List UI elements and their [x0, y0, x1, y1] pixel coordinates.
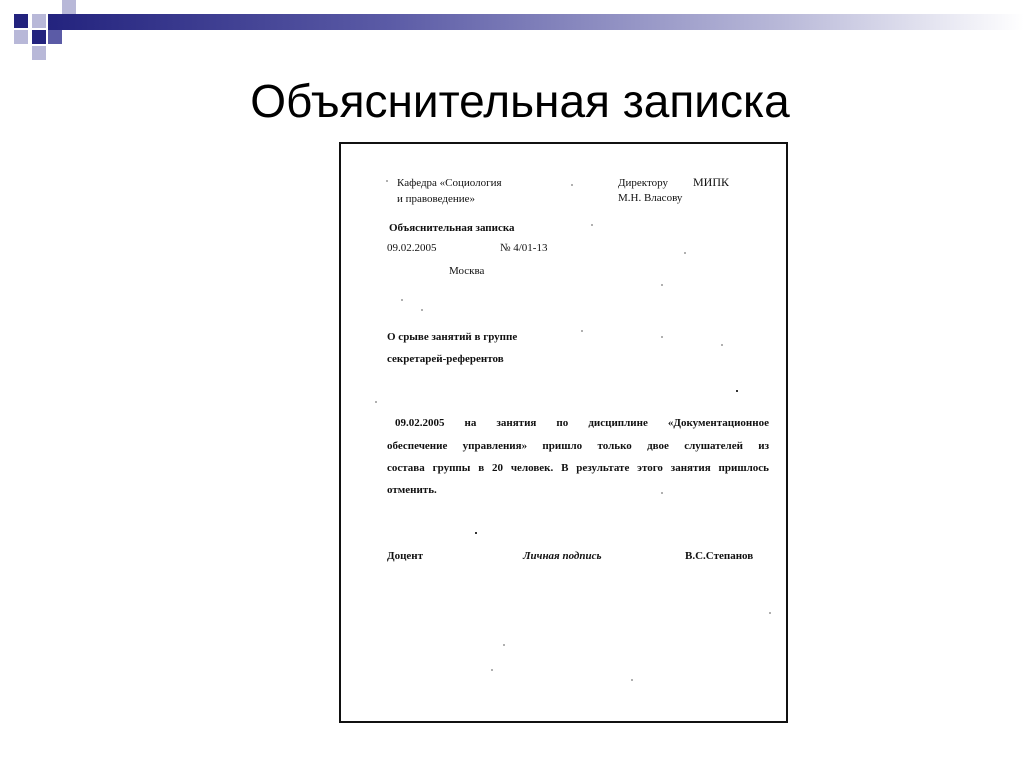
scan-speck	[661, 336, 663, 338]
header-gradient-bar	[48, 14, 1024, 30]
body-line-4: отменить.	[387, 484, 437, 496]
decor-square	[32, 30, 46, 44]
addressee-name: М.Н. Власову	[618, 192, 683, 204]
decor-square	[32, 46, 46, 60]
body-line-1: 09.02.2005 на занятия по дисциплине «Документационное	[395, 417, 769, 429]
scan-speck	[661, 492, 663, 494]
scan-speck	[591, 224, 593, 226]
addressee-org: МИПК	[693, 175, 730, 189]
department-line-1: Кафедра «Социология	[397, 177, 502, 189]
scan-speck	[571, 184, 573, 186]
body-line-2: обеспечение управления» пришло только двое слушателей из	[387, 440, 769, 452]
signature-label: Личная подпись	[523, 550, 602, 562]
scan-speck	[401, 299, 403, 301]
addressee-label: Директору	[618, 177, 668, 189]
scan-speck	[721, 344, 723, 346]
decor-square	[14, 14, 28, 28]
department-line-2: и правоведение»	[397, 193, 476, 205]
scan-speck	[386, 180, 388, 182]
document-date: 09.02.2005	[387, 242, 437, 254]
scan-speck	[769, 612, 771, 614]
scan-speck	[503, 644, 505, 646]
signer-position: Доцент	[387, 550, 424, 562]
decor-square	[48, 30, 62, 44]
scan-speck	[684, 252, 686, 254]
scan-speck	[736, 390, 738, 392]
document-scan	[339, 142, 788, 723]
scan-speck	[421, 309, 423, 311]
scan-speck	[661, 284, 663, 286]
scan-speck	[375, 401, 377, 403]
scan-speck	[581, 330, 583, 332]
scan-speck	[475, 532, 477, 534]
decor-square	[14, 30, 28, 44]
decor-square	[62, 0, 76, 14]
subject-line-1: О срыве занятий в группе	[387, 331, 518, 343]
decor-square	[32, 14, 46, 28]
scan-speck	[491, 669, 493, 671]
document-city: Москва	[449, 265, 485, 277]
scan-speck	[631, 679, 633, 681]
body-line-3: состава группы в 20 человек. В результате этого занятия пришлось	[387, 462, 769, 474]
document-number: № 4/01-13	[500, 242, 548, 254]
signer-name: В.С.Степанов	[685, 550, 754, 562]
subject-line-2: секретарей-референтов	[387, 353, 504, 365]
document-type: Объяснительная записка	[389, 222, 515, 234]
slide-title: Объяснительная записка	[250, 75, 790, 127]
